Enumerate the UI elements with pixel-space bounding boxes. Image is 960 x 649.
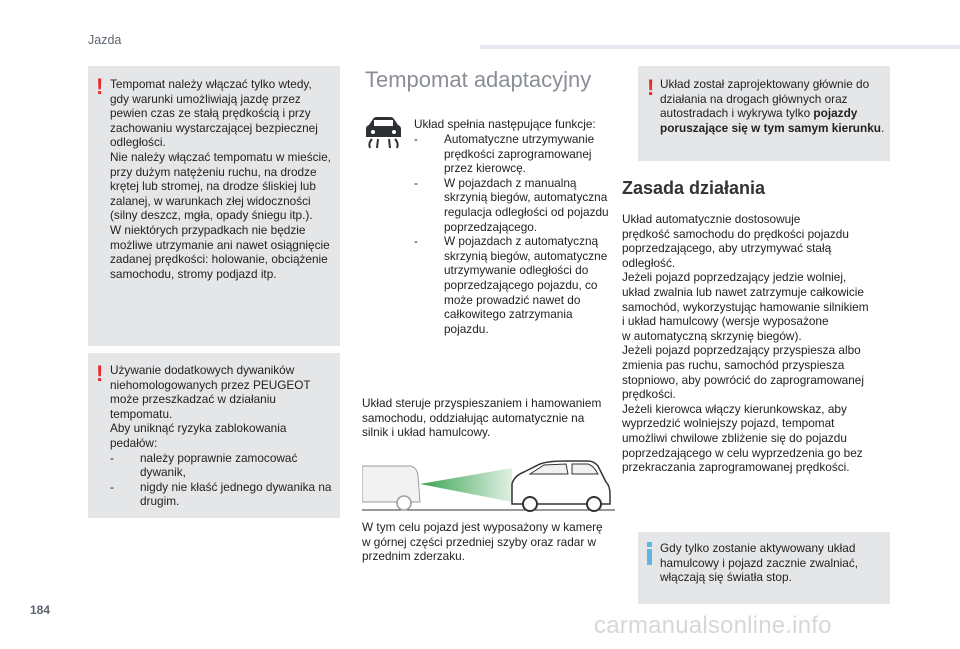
- info-box-brake-lights: [638, 532, 890, 604]
- text-line: W niektórych przypadkach nie będzie: [110, 222, 306, 237]
- text-line: Tempomat należy włączać tylko wtedy,: [110, 77, 312, 91]
- adaptive-cruise-control-icon: [362, 115, 406, 149]
- list-item: - należy poprawnie zamocować dywanik,: [110, 451, 336, 480]
- control-paragraph: Układ steruje przyspieszaniem i hamowaniem samochodu, oddziałując automatycznie na silnik i układ hamulcowy.: [362, 396, 602, 440]
- text-line: gdy warunki umożliwiają jazdę przez: [110, 91, 301, 106]
- text-line: Nie należy włączać tempomatu w mieście,: [110, 149, 331, 164]
- text-line: i układ hamulcowy (wersje wyposażone: [622, 314, 829, 329]
- text-line: pedałów:: [110, 435, 158, 450]
- operating-principle-text: [622, 212, 890, 475]
- text-line: stopniowo, aby powrócić do zaprogramowanej: [622, 372, 864, 387]
- text-line: Jeżeli pojazd poprzedzający jedzie wolniej,: [622, 270, 847, 285]
- list-item: - Automatyczne utrzymywanie prędkości zaprogramowanej przez kierowcę.: [414, 132, 609, 176]
- text-line: wyprzedzić wolniejszy pojazd, tempomat: [622, 416, 835, 431]
- text-line: Używanie dodatkowych dywaników: [110, 363, 295, 377]
- car-following-illustration: [362, 458, 615, 516]
- page-number: 184: [30, 603, 51, 617]
- warning-icon: !: [96, 361, 104, 386]
- text-line: Jeżeli pojazd poprzedzający przyspiesza albo: [622, 343, 861, 358]
- header-bar: [480, 45, 960, 49]
- text-line: zadanej prędkości: holowanie, obciążenie: [110, 252, 328, 267]
- warning-text: [110, 363, 336, 509]
- text-line: samochód, wykorzystując hamowanie silnikiem: [622, 299, 869, 314]
- info-text: [660, 541, 886, 585]
- text-line: włączają się światła stop.: [660, 570, 792, 585]
- text-line: możliwe utrzymanie ani nawet osiągnięcie: [110, 237, 330, 252]
- text-line: niehomologowanych przez PEUGEOT: [110, 377, 311, 392]
- text-line: może przeszkadzać w działaniu: [110, 392, 276, 407]
- text-line: samochodu, stromy podjazd itp.: [110, 266, 277, 281]
- text-line: Jeżeli kierowca włączy kierunkowskaz, aby: [622, 401, 847, 416]
- text-line: przy dużym natężeniu ruchu, na drodze: [110, 164, 317, 179]
- text-line: Układ automatycznie dostosowuje: [622, 212, 801, 226]
- watermark: carmanualsonline.info: [594, 612, 832, 639]
- text-line: w automatyczną skrzynię biegów).: [622, 328, 802, 343]
- text-line: hamulcowy i pojazd zacznie zwalniać,: [660, 555, 859, 570]
- list-item: - W pojazdach z manualną skrzynią biegów, automatyczna regulacja odległości od pojazdu poprzedzającego.: [414, 176, 609, 234]
- text-line: prędkości.: [622, 387, 676, 402]
- warning-box-floor-mats: [88, 353, 340, 518]
- warning-icon: !: [96, 74, 104, 99]
- operating-principle-title: Zasada działania: [622, 178, 766, 198]
- text-line: poprzedzającego, aby utrzymywać stałą: [622, 241, 832, 256]
- text-line: Gdy tylko zostanie aktywowany układ: [660, 541, 856, 555]
- list-item: - nigdy nie kłaść jednego dywanika na drugim.: [110, 480, 336, 509]
- text-line: Aby uniknąć ryzyka zablokowania: [110, 421, 287, 436]
- text-line: krętej lub stromej, na drodze śliskiej lub: [110, 179, 316, 194]
- floor-mat-list: [110, 451, 336, 509]
- text-line: przekraczania zaprogramowanej prędkości.: [622, 460, 850, 475]
- warning-box-main-roads: [638, 66, 890, 161]
- text-line: (silny deszcz, mgła, opady śniegu itp.).: [110, 208, 313, 223]
- text-line: prędkość samochodu do prędkości pojazdu: [622, 226, 849, 241]
- text-line: odległości.: [110, 135, 166, 150]
- warning-bold-text: pojazdy poruszające się w tym samym kierunku: [660, 106, 881, 135]
- text-line: umożliwi chwilowe zbliżenie się do pojazdu: [622, 430, 847, 445]
- page-title: Tempomat adaptacyjny: [365, 67, 592, 92]
- list-item: - W pojazdach z automatyczną skrzynią biegów, automatyczne utrzymywanie odległości do poprzedzającego pojazdu, co może prowadzić nawet do całkowitego zatrzymania pojazdu.: [414, 234, 609, 336]
- functions-list: [414, 132, 609, 336]
- warning-icon: !: [647, 75, 655, 100]
- warning-text: [110, 77, 336, 281]
- text-line: odległość.: [622, 255, 676, 270]
- text-line: tempomatu.: [110, 406, 173, 421]
- warning-box-speed-conditions: [88, 66, 340, 346]
- section-header-label: Jazda: [88, 33, 122, 47]
- info-icon: [644, 542, 656, 566]
- text-line: zmienia pas ruchu, samochód przyspiesza: [622, 357, 845, 372]
- functions-intro: Układ spełnia następujące funkcje:: [414, 117, 596, 131]
- text-line: pewien czas ze stałą prędkością i przy: [110, 106, 311, 121]
- sensors-paragraph: W tym celu pojazd jest wyposażony w kamerę w górnej części przedniej szyby oraz radar w przednim zderzaku.: [362, 520, 603, 564]
- text-line: układ zwalnia lub nawet zatrzymuje całkowicie: [622, 284, 864, 299]
- text-line: zachowaniu wystarczającej bezpiecznej: [110, 120, 318, 135]
- text-line: poprzedzającego w celu wyprzedzenia go bez: [622, 445, 863, 460]
- text-line: zalanej, w warunkach złej widoczności: [110, 193, 311, 208]
- warning-text: Układ został zaprojektowany głównie do działania na drogach głównych oraz autostradach i wykrywa tylko pojazdy poruszające się w tym samym kierunku.: [660, 77, 885, 135]
